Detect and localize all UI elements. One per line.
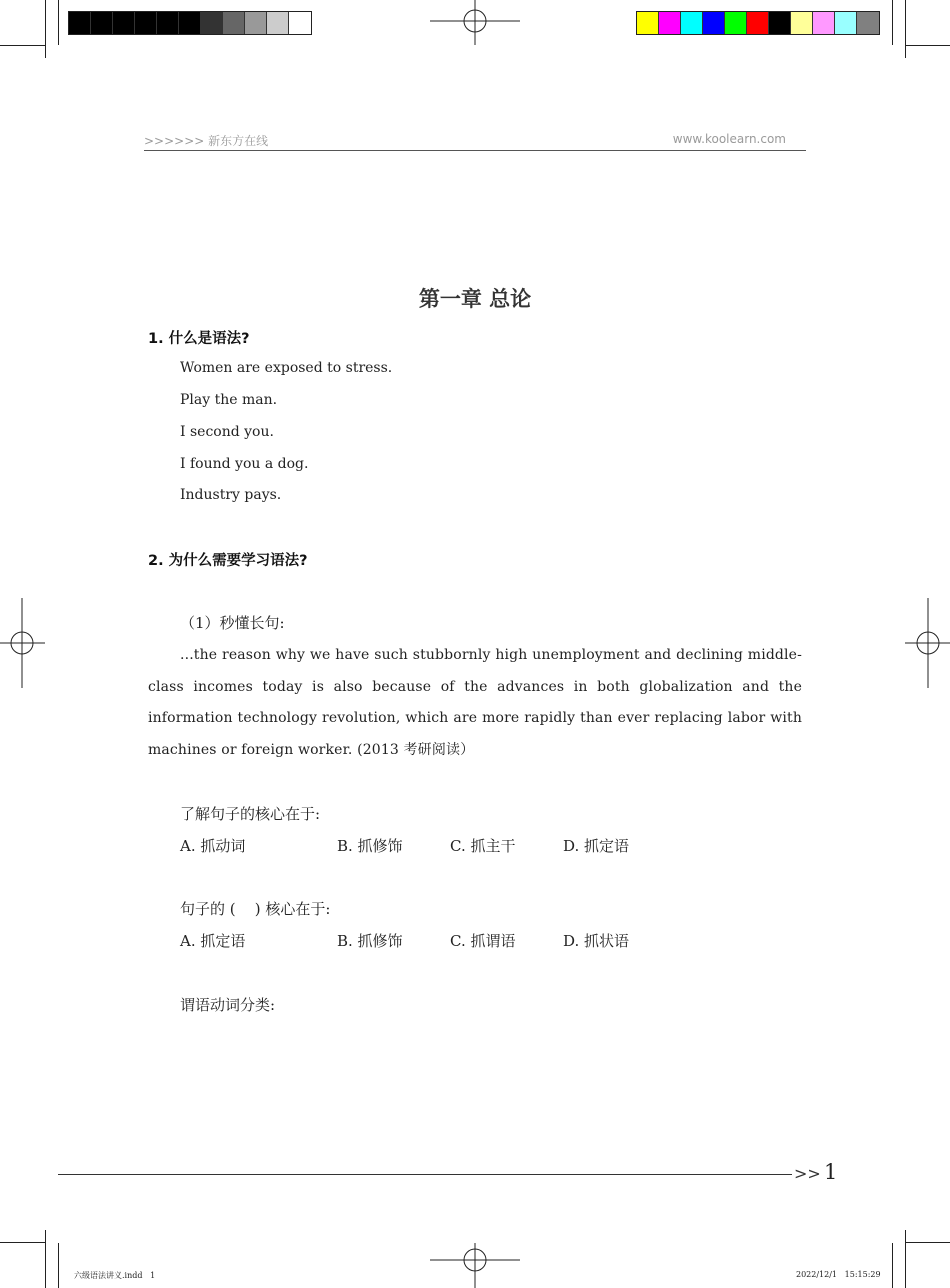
example-sentence: Women are exposed to stress. (180, 360, 393, 376)
color-swatch (69, 12, 91, 34)
crop-mark (45, 0, 46, 58)
header-left-text: >>>>>> 新东方在线 (144, 134, 269, 148)
answer-option: D. 抓定语 (563, 837, 630, 855)
question-prompt: 谓语动词分类: (180, 996, 276, 1014)
color-swatch (179, 12, 201, 34)
color-swatch (637, 12, 659, 34)
page-number: 1 (824, 1160, 838, 1184)
grayscale-color-bar (68, 11, 312, 35)
question-prompt: 了解句子的核心在于: (180, 805, 321, 823)
example-sentence: I found you a dog. (180, 456, 309, 472)
crop-mark (45, 1230, 46, 1288)
crop-mark (905, 0, 906, 58)
color-swatch (835, 12, 857, 34)
color-swatch (157, 12, 179, 34)
question-prompt: 句子的 ( ) 核心在于: (180, 900, 331, 918)
section-heading: 2. 为什么需要学习语法? (148, 553, 308, 569)
color-swatch (91, 12, 113, 34)
example-sentence: Play the man. (180, 392, 278, 408)
answer-option: D. 抓状语 (563, 932, 630, 950)
section-heading: 1. 什么是语法? (148, 331, 250, 347)
color-swatch (725, 12, 747, 34)
process-color-bar (636, 11, 880, 35)
crop-mark (892, 1243, 893, 1288)
passage-text: ...the reason why we have such stubbornly high unemployment and declining middle-class incomes today is also because of the advances in both globalization and the information technology revolution, which are more rapidly than ever replacing labor with machines or foreign worker. (2013 考研阅读） (148, 647, 802, 759)
crop-mark (58, 1243, 59, 1288)
crop-mark (905, 45, 950, 46)
color-swatch (813, 12, 835, 34)
crop-mark (0, 45, 45, 46)
slug-timestamp: 2022/12/1 15:15:29 (796, 1270, 881, 1279)
color-swatch (659, 12, 681, 34)
crop-mark (58, 0, 59, 45)
color-swatch (201, 12, 223, 34)
color-swatch (791, 12, 813, 34)
crop-mark (0, 1242, 45, 1243)
running-header (144, 132, 806, 151)
color-swatch (113, 12, 135, 34)
color-swatch (245, 12, 267, 34)
answer-option: A. 抓动词 (180, 837, 246, 855)
color-swatch (223, 12, 245, 34)
chapter-title: 第一章 总论 (418, 287, 532, 311)
color-swatch (769, 12, 791, 34)
registration-mark-icon (0, 598, 45, 688)
answer-option: C. 抓主干 (450, 837, 516, 855)
reading-passage (148, 640, 802, 767)
footer-rule (58, 1174, 792, 1175)
color-swatch (703, 12, 725, 34)
color-swatch (857, 12, 879, 34)
answer-option: A. 抓定语 (180, 932, 246, 950)
color-swatch (747, 12, 769, 34)
page-arrows: >> (794, 1164, 821, 1183)
subsection-label: （1）秒懂长句: (180, 614, 285, 632)
color-swatch (681, 12, 703, 34)
crop-mark (892, 0, 893, 45)
registration-mark-icon (430, 0, 520, 45)
slug-filename: 六级语法讲义.indd 1 (74, 1271, 156, 1280)
example-sentence: Industry pays. (180, 487, 282, 503)
registration-mark-icon (430, 1243, 520, 1288)
crop-mark (905, 1242, 950, 1243)
registration-mark-icon (905, 598, 950, 688)
answer-option: B. 抓修饰 (337, 932, 403, 950)
color-swatch (267, 12, 289, 34)
answer-option: C. 抓谓语 (450, 932, 516, 950)
crop-mark (905, 1230, 906, 1288)
color-swatch (135, 12, 157, 34)
header-url: www.koolearn.com (672, 132, 786, 146)
color-swatch (289, 12, 311, 34)
example-sentence: I second you. (180, 424, 274, 440)
answer-option: B. 抓修饰 (337, 837, 403, 855)
